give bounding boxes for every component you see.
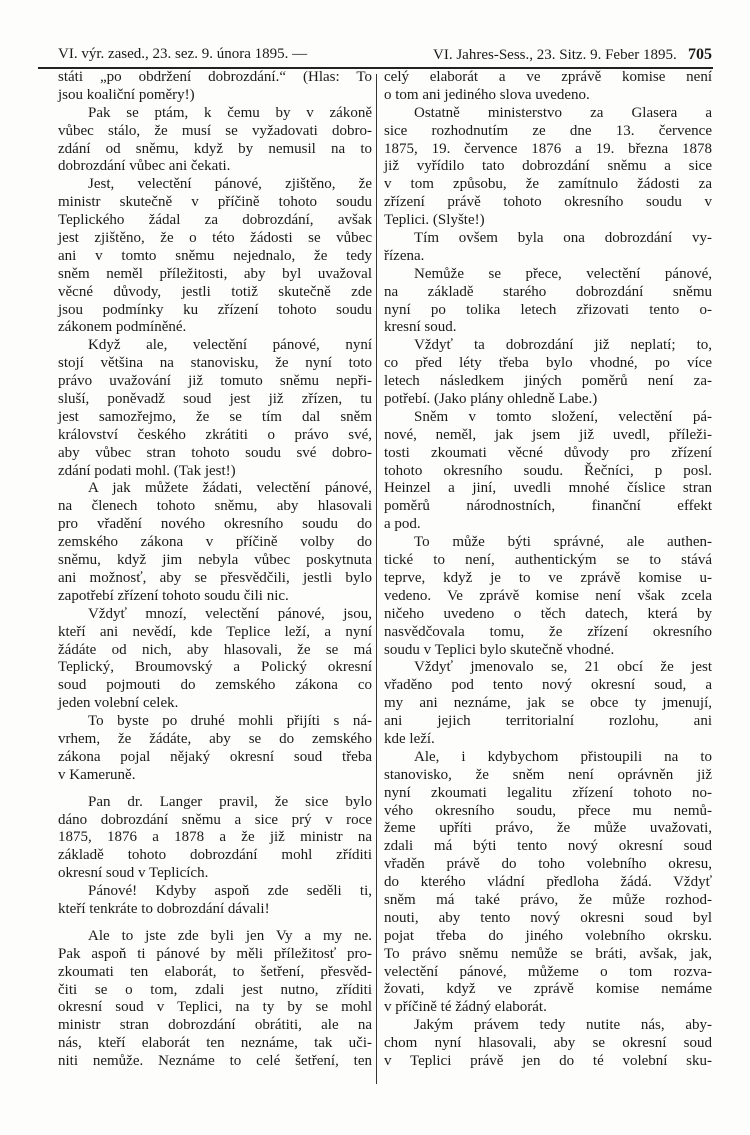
text-line: v tom způsobu, že zamítnulo žádosti za [384, 176, 712, 193]
text-line: ministr stran dobrozdání obrátiti, ale na [58, 1017, 372, 1034]
text-line: Ale to jste zde byli jen Vy a my ne. [88, 927, 372, 944]
text-line: žovati, když ve zprávě komise nemáme [384, 981, 712, 998]
paragraph [58, 713, 372, 785]
text-line: A jak můžete žádati, velectění pánové, [88, 480, 372, 497]
paragraph [58, 480, 372, 605]
text-line: vedeno. Ve zprávě komise není však zcela [384, 587, 712, 604]
text-line: kde leží. [384, 730, 435, 747]
text-line: co před léty třeba bylo vhodné, po více [384, 355, 712, 372]
text-line: pro vřadění nového okresního soudu do [58, 516, 372, 533]
paragraph [384, 105, 712, 230]
paragraph [58, 883, 372, 919]
text-line: kteří tenkráte to dobrozdání dávali! [58, 900, 270, 917]
text-line: státi „po obdržení dobrozdání.“ (Hlas: To [58, 69, 372, 85]
text-line: jeden volební celek. [58, 695, 179, 712]
text-line: v Kameruně. [58, 766, 136, 783]
text-line: Pánové! Kdyby aspoň zde seděli ti, [88, 883, 372, 900]
text-line: kteří ani nevědí, kde Teplice leží, a nyní [58, 623, 372, 640]
text-line: ani možnosť, aby se přesvědčili, jestli bylo [58, 569, 372, 586]
text-line: Ale, i kdybychom přistoupili na to [414, 748, 712, 765]
text-line: Teplický, Broumovský a Polický okresní [58, 659, 372, 676]
text-line: velectění pánové, můžeme o tom rozva- [384, 963, 712, 980]
text-line: sněmu, když jim nebyla vůbec poskytnuta [58, 552, 372, 569]
paragraph [58, 105, 372, 177]
text-line: vůbec stálo, že musí se vyžadovati dobro- [58, 122, 372, 139]
text-line: Vždyť ta dobrozdání již neplatí; to, [414, 337, 712, 354]
text-line: Teplického žádal za dobrozdání, avšak [58, 212, 372, 229]
text-line: v Teplici právě jen do té volební sku- [384, 1052, 712, 1069]
text-line: zapotřebí zřízení tohoto soudu čili nic. [58, 587, 289, 604]
text-line: nouti, aby tento nový okresni soud byl [384, 909, 712, 926]
text-line: soud pojmouti do zemského zákona co [58, 677, 372, 694]
text-line: chom nyní hlasovali, aby se okresní soud [384, 1035, 712, 1052]
column-divider [376, 74, 377, 1084]
paragraph [58, 928, 372, 1071]
text-line: stanovisko, že sněm není oprávněn již [384, 766, 712, 783]
text-line: kresní soud. [384, 319, 457, 336]
text-line: již vyřídilo tato dobrozdání sněmu a sice [384, 158, 712, 175]
header-german: VI. Jahres-Sess., 23. Sitz. 9. Feber 1895. [433, 47, 677, 63]
paragraph [384, 337, 712, 409]
text-line: zákonem podmíněné. [58, 319, 187, 336]
text-line: Jest, velectění pánové, zjištěno, že [88, 176, 372, 193]
text-line: tosti zkoumati věcné důvody pro zřízení [384, 444, 712, 461]
text-line: Teplici. (Slyšte!) [384, 212, 485, 229]
text-line: Pak se ptám, k čemu by v zákoně [88, 104, 372, 121]
text-line: Sněm v tomto složení, velectění pá- [414, 408, 712, 425]
text-line: To právo sněmu nemůže se bráti, avšak, jak, [384, 945, 712, 962]
text-line: Tím ovšem byla ona dobrozdání vy- [414, 230, 712, 247]
text-line: niti nemůže. Neznáme to celé šetření, ten [58, 1053, 372, 1070]
text-line: ani jejich territorialní rozlohu, ani [384, 713, 712, 730]
paragraph [58, 337, 372, 480]
paragraph [384, 534, 712, 659]
text-line: nyní zkoumati legalitu zřízení tohoto no- [384, 784, 712, 801]
text-line: zdání podati mohl. (Tak jest!) [58, 462, 236, 479]
text-line: zdali má býti tento nový okresní soud [384, 838, 712, 855]
paragraph [58, 606, 372, 713]
left-column [58, 69, 372, 1071]
text-line: žeme upříti právo, že může uvažovati, [384, 820, 712, 837]
text-line: celý elaborát a ve zprávě komise není [384, 69, 712, 85]
text-line: sněm má také právo, že může rozhod- [384, 891, 712, 908]
text-line: Vždyť mnozí, velectění pánové, jsou, [88, 605, 372, 622]
text-line: království českého zkrátiti o právo své, [58, 426, 372, 443]
text-line: zdání od sněmu, když by nemusil na to [58, 140, 372, 157]
text-line: jsou podmínky ku zřízení tohoto soudu [58, 301, 372, 318]
text-line: do kterého vládní předloha žádá. Vždyť [384, 874, 712, 891]
text-line: základě tohoto dobrozdání mohl zříditi [58, 847, 372, 864]
text-line: Heinzel a jiní, uvedli mnohé číslice stran [384, 480, 712, 497]
text-line: právo uvažování již tomuto sněmu nepři- [58, 373, 372, 390]
text-line: Pan dr. Langer pravil, že sice bylo [88, 793, 372, 810]
text-line: zřízení právě tohoto okresního soudu v [384, 194, 712, 211]
text-line: dáno dobrozdání sněmu a sice prý v roce [58, 811, 372, 828]
text-line: zemského zákona v příčině volby do [58, 534, 372, 551]
text-line: čiti se o tom, zdali jest nutno, zříditi [58, 981, 372, 998]
text-line: o tom ani jediného slova uvedeno. [384, 86, 590, 103]
text-line: ministr skutečně v příčině tohoto soudu [58, 194, 372, 211]
text-line: Ostatně ministerstvo za Glasera a [414, 104, 712, 121]
paragraph [384, 749, 712, 1017]
text-line: a pod. [384, 516, 421, 533]
text-line: Jakým právem tedy nutite nás, aby- [414, 1017, 712, 1034]
paragraph [384, 266, 712, 338]
text-line: zkoumati ten elaborát, to šetření, přesvěd- [58, 963, 372, 980]
paragraph [384, 69, 712, 105]
text-line: tohoto okresního soudu. Řečníci, p posl. [384, 462, 712, 479]
text-line: nyní po tolika letech zřizovati tento o- [384, 301, 712, 318]
text-line: pojat třeba do jiného volebního okrsku. [384, 927, 712, 944]
text-line: okresní soud v Teplici, na ty by se mohl [58, 999, 372, 1016]
text-line: vřaděn právě do toho volebního okresu, [384, 856, 712, 873]
paragraph [58, 69, 372, 105]
paragraph [58, 794, 372, 883]
text-line: vého okresního soudu, přece mu nemů- [384, 802, 712, 819]
text-line: ani v tomto sněmu nejednalo, že tedy [58, 247, 372, 264]
text-line: jest samozřejmo, že se tím dal sněm [58, 408, 372, 425]
text-line: nové, neměl, jak jsem již uvedl, příleži- [384, 426, 712, 443]
text-line: Nemůže se přece, velectění pánové, [414, 265, 712, 282]
text-line: Vždyť jmenovalo se, 21 obcí že jest [414, 659, 712, 676]
text-line: dobrozdání vůbec ani čekati. [58, 158, 231, 175]
text-line: žádáte od nich, aby hlasovali, že se má [58, 641, 372, 658]
text-line: na členech tohoto sněmu, aby hlasovali [58, 498, 372, 515]
header-czech: VI. výr. zased., 23. sez. 9. února 1895. — [58, 46, 308, 62]
text-line: jest zjištěno, že o této žádosti se vůbec [58, 230, 372, 247]
text-line: jsou koaliční poměry!) [58, 86, 195, 103]
text-line: vrhem, že žádáte, aby se do zemského [58, 730, 372, 747]
text-line: Když ale, velectění pánové, nyní [88, 337, 372, 354]
page-header [58, 46, 712, 64]
text-line: potřebí. (Jako plány ohledně Labe.) [384, 391, 598, 408]
text-line: sněm neměl příležitosti, aby byl uvažoval [58, 265, 372, 282]
right-column [384, 69, 712, 1071]
paragraph [384, 1017, 712, 1071]
text-line: řízena. [384, 247, 425, 264]
text-line: zákona pojal nějaký okresní soud třeba [58, 748, 372, 765]
text-line: v příčině té žádný elaborát. [384, 999, 547, 1016]
text-line: Pak aspoň ti pánové by měli příležitosť pro- [58, 945, 372, 962]
paragraph [384, 659, 712, 748]
paragraph [58, 176, 372, 337]
text-line: soudu v Teplici bylo skutečně vhodné. [384, 641, 615, 658]
text-line: na základě starého dobrozdání sněmu [384, 283, 712, 300]
paragraph [384, 409, 712, 534]
text-line: To byste po druhé mohli přijíti s ná- [88, 713, 372, 730]
text-line: poměrů národnostních, finanční effekt [384, 498, 712, 515]
text-line: sice rozhodnutím ze dne 13. července [384, 122, 712, 139]
text-line: vřaděno pod tento nový okresní soud, a [384, 677, 712, 694]
text-line: stojí většina na stanovisku, že nyní toto [58, 355, 372, 372]
text-line: 1875, 1876 a 1878 a že již ministr na [58, 829, 372, 846]
page-number: 705 [688, 46, 712, 63]
text-line: 1875, 19. července 1876 a 19. března 1878 [384, 140, 712, 157]
text-line: my ani neznáme, jak se obce ty jmenují, [384, 695, 712, 712]
text-line: To může býti správné, ale authen- [414, 534, 712, 551]
text-line: věcné důvody, jestli totiž skutečně zde [58, 283, 372, 300]
text-line: aby vůbec stran tohoto soudu své dobro- [58, 444, 372, 461]
text-line: ničeho uvedeno o těch datech, která by [384, 605, 712, 622]
text-line: okresní soud v Teplicích. [58, 865, 209, 882]
paragraph [384, 230, 712, 266]
text-line: teprve, když je to ve zprávě komise u- [384, 569, 712, 586]
text-line: sluší, poněvadž soud jest již zřízen, tu [58, 391, 372, 408]
text-line: letech následkem jiných poměrů není za- [384, 373, 712, 390]
text-line: nás, kteří elaborát ten neznáme, tak uči- [58, 1035, 372, 1052]
text-line: nasvědčovala tomu, že zřízení okresního [384, 623, 712, 640]
header-german-and-page [433, 46, 712, 64]
text-line: tické to není, authentickým se to stává [384, 552, 712, 569]
